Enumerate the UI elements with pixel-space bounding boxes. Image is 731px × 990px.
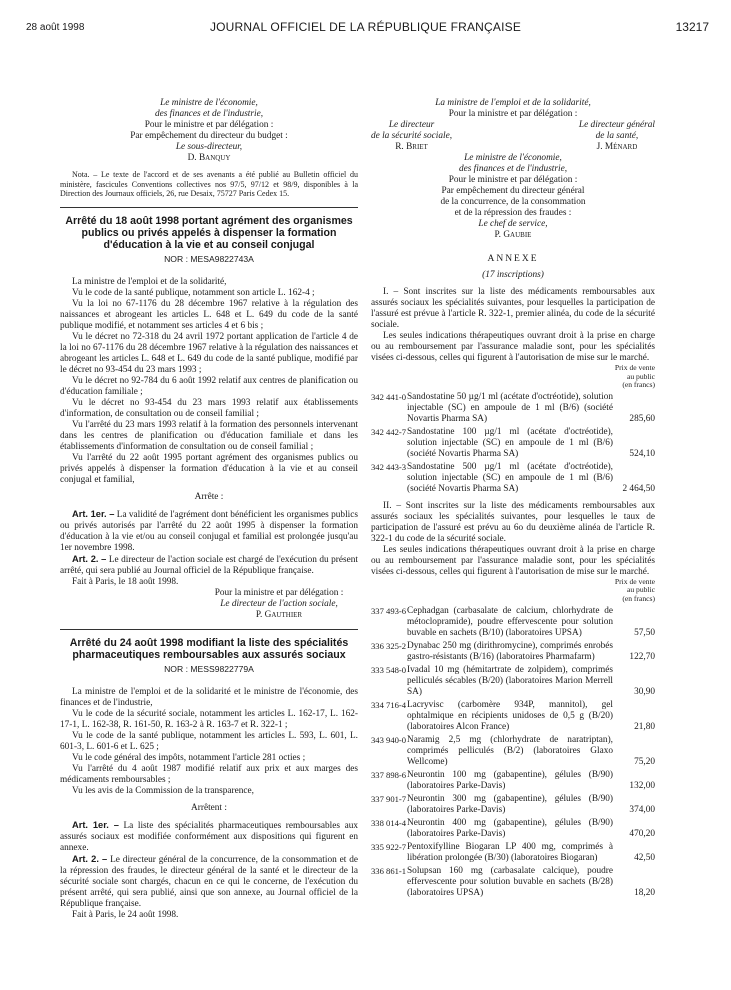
sig-line: de la santé, [595, 131, 639, 141]
sig-line: de la sécurité sociale, [371, 131, 453, 141]
arrete-heading: Arrêtent : [191, 802, 227, 813]
medicine-description: Dynabac 250 mg (dirithromycine), comprimés enrobés gastro-résistants (B/16) (laboratoires Pharmafarm) [407, 640, 613, 662]
medicine-item [371, 818, 655, 840]
price-header-line: au public [626, 371, 655, 381]
medicine-item [371, 392, 655, 425]
paragraph: Vu l'arrêté du 4 août 1987 modifié relatif aux prix et aux marges des médicaments remboursables ; [60, 763, 358, 785]
medicine-item [371, 700, 655, 733]
arrete-heading: Arrête : [194, 491, 224, 502]
paragraph: Vu le code général des impôts, notamment l'article 281 octies ; [72, 752, 306, 763]
medicine-price: 57,50 [634, 627, 655, 638]
sig-line: des finances et de l'industrie, [458, 164, 568, 174]
arrete-24-aout [60, 637, 358, 921]
sig-line: Le sous-directeur, [175, 142, 243, 152]
signature-block-action-sociale [200, 588, 358, 621]
fait-a-paris: Fait à Paris, le 24 août 1998. [72, 909, 179, 920]
article-label: Art. 1er. – [72, 819, 119, 830]
sig-name: P. Gauthier [255, 609, 303, 620]
medicine-price: 374,00 [629, 804, 655, 815]
article-label: Art. 1er. – [72, 508, 115, 519]
sig-line: Le ministre de l'économie, [160, 98, 258, 108]
article-text: Le directeur général de la concurrence, de la consommation et de la répression des fraudes, le directeur général de la santé et le directeur de la sécurité sociale sont chargés, chacun en ce qui le concerne, de l'exécution du présent arrêté, qui sera publié, ainsi que son annexe, au Journal officiel de la République française. [60, 854, 359, 909]
medicine-code: 334 716-4 [371, 699, 407, 710]
price-column-header [371, 578, 655, 604]
sig-line: Par empêchement du directeur du budget : [130, 131, 288, 141]
medicine-code: 343 940-0 [371, 734, 407, 745]
medicine-description: Sandostatine 500 µg/1 ml (acétate d'octréotide), solution injectable (SC) en ampoule de 1 ml (B/6) (société Novartis Pharma SA) [407, 461, 613, 494]
signature-sante [579, 120, 655, 153]
article-label: Art. 2. – [72, 553, 107, 564]
nota-paragraph: Nota. – Le texte de l'accord et de ses avenants a été publié au Bulletin officiel du ministère, fascicules Conventions collectives nos 97/5, 97/12 et 98/9, disponibles à la Direction des Journaux officiels, 26, rue Desaix, 75727 Paris Cedex 15. [60, 170, 358, 198]
medicine-description: Sandostatine 100 µg/1 ml (acétate d'octréotide), solution injectable (SC) en ampoule de 1 ml (B/6) (société Novartis Pharma SA) [407, 426, 613, 459]
page-number: 13217 [675, 20, 709, 34]
paragraph: La ministre de l'emploi et de la solidarité et le ministre de l'économie, des finances et de l'industrie, [60, 686, 358, 708]
paragraph: Vu l'arrêté du 23 mars 1993 relatif à la formation des personnels intervenant dans les centres de planification ou d'éducation familiale et dans les établissements d'information de consultation ou de conseil familial ; [60, 419, 358, 452]
medicine-item [371, 842, 655, 864]
medicine-code: 336 325-2 [371, 640, 407, 651]
article-text: Le directeur de l'action sociale est chargé de l'exécution du présent arrêté, qui sera publié au Journal officiel de la République française. [60, 554, 358, 576]
medicine-description: Neurontin 300 mg (gabapentine), gélules (B/90) (laboratoires Parke-Davis) [407, 793, 613, 815]
medicine-description: Naramig 2,5 mg (chlorhydrate de naratriptan), comprimés pelliculés (B/2) (laboratoires Glaxo Wellcome) [407, 734, 613, 767]
sig-line: Par empêchement du directeur général [441, 186, 585, 196]
medicine-description: Neurontin 400 mg (gabapentine), gélules (B/90) (laboratoires Parke-Davis) [407, 817, 613, 839]
price-header-line: (en francs) [622, 380, 655, 390]
medicine-price: 18,20 [634, 887, 655, 898]
arrete-title: Arrêté du 24 août 1998 modifiant la liste des spécialités pharmaceutiques remboursables aux assurés sociaux [69, 636, 349, 661]
divider [60, 629, 358, 630]
sig-line: des finances et de l'industrie, [154, 109, 264, 119]
medicine-price: 470,20 [629, 828, 655, 839]
medicine-item [371, 770, 655, 792]
medicine-description: Sandostatine 50 µg/1 ml (acétate d'octréotide), solution injectable (SC) en ampoule de 1 ml (B/6) (société Novartis Pharma SA) [407, 391, 613, 424]
paragraph: Vu les avis de la Commission de la transparence, [72, 785, 254, 796]
medicine-item [371, 735, 655, 768]
medicine-item [371, 606, 655, 639]
medicine-code: 337 901-7 [371, 793, 407, 804]
medicine-item [371, 427, 655, 460]
medicine-code: 342 442-7 [371, 426, 407, 437]
paragraph: Vu le code de la santé publique, notamment les articles L. 593, L. 601, L. 601-3, L. 601-6 et L. 625 ; [60, 730, 358, 752]
nor-reference: NOR : MESA9822743A [164, 253, 254, 264]
medicine-item [371, 794, 655, 816]
sig-name: R. Briet [395, 142, 428, 152]
sig-line: et de la répression des fraudes : [454, 208, 572, 218]
signature-block-budget [60, 98, 358, 164]
medicine-code: 342 441-0 [371, 391, 407, 402]
fait-a-paris: Fait à Paris, le 18 août 1998. [72, 576, 179, 587]
medicine-code: 337 898-6 [371, 769, 407, 780]
sig-line: Le directeur général [578, 120, 655, 130]
medicine-code: 333 548-0 [371, 664, 407, 675]
paragraph: Vu la loi no 67-1176 du 28 décembre 1967 relative à la régulation des naissances et abrogeant les articles L. 648 et L. 649 du code de la santé publique modifié, et notamment ses articles 4 et 6 bis ; [60, 298, 358, 331]
medicine-code: 342 443-3 [371, 461, 407, 472]
medicine-code: 336 861-1 [371, 865, 407, 876]
medicine-description: Pentoxifylline Biogaran LP 400 mg, comprimés à libération prolongée (B/30) (laboratoires Biogaran) [407, 841, 613, 863]
medicine-price: 285,60 [629, 413, 655, 424]
paragraph: Vu l'arrêté du 22 août 1995 portant agrément des organismes publics ou privés appelés à dispenser la formation d'éducation à la vie et au conseil conjugal et familial, [60, 452, 358, 485]
medicine-price: 30,90 [634, 686, 655, 697]
section-2-intro: II. – Sont inscrites sur la liste des médicaments remboursables aux assurés sociaux les spécialités suivantes, pour lesquelles le taux de participation de l'assuré est prévu au 6o du deuxième alinéa de l'article R. 322-1 du code de la sécurité sociale. [371, 500, 655, 544]
price-header-line: Prix de vente [614, 363, 655, 372]
paragraph: Vu le décret no 92-784 du 6 août 1992 relatif aux centres de planification ou d'éducation familiale ; [60, 375, 358, 397]
medicine-description: Cephadgan (carbasalate de calcium, chlorhydrate de métoclopramide), poudre effervescente pour solution buvable en sachets (B/10) (laboratoires UPSA) [407, 605, 613, 638]
medicine-code: 337 493-6 [371, 605, 407, 616]
medicine-code: 335 922-7 [371, 841, 407, 852]
article-2 [60, 554, 358, 577]
medicine-description: Solupsan 160 mg (carbasalate calcique), poudre effervescente pour solution buvable en sachets (B/28) (laboratoires UPSA) [407, 865, 613, 898]
sig-line: Pour la ministre et par délégation : [214, 587, 344, 598]
paragraph: La ministre de l'emploi et de la solidarité, [72, 276, 227, 287]
article-label: Art. 2. – [72, 853, 108, 864]
sig-line: Le directeur de l'action sociale, [220, 598, 338, 609]
medicine-code: 338 014-4 [371, 817, 407, 828]
medicine-description: Ivadal 10 mg (hémitartrate de zolpidem), comprimés pelliculés sécables (B/20) (laboratoires Marion Merrell SA) [407, 664, 613, 697]
arrete-title: Arrêté du 18 août 1998 portant agrément des organismes publics ou privés appelés à dispenser la formation d'éducation à la vie et au conseil conjugal [65, 214, 353, 251]
sig-line: Le chef de service, [478, 219, 548, 229]
article-text: La liste des spécialités pharmaceutiques remboursables aux assurés sociaux est modifiée conformément aux dispositions qui figurent en annexe. [60, 820, 358, 853]
medicine-list-2 [371, 606, 655, 899]
signature-block-ministre-emploi [371, 98, 655, 120]
article-2 [60, 854, 358, 910]
signature-row [371, 120, 655, 153]
sig-line: Le directeur [388, 120, 435, 130]
medicine-description: Lacryvisc (carbomère 934P, mannitol), gel ophtalmique en récipients unidoses de 0,5 g (B/20) (laboratoires Alcon France) [407, 699, 613, 732]
header-date: 28 août 1998 [26, 22, 85, 33]
sig-line: Pour la ministre et par délégation : [448, 109, 578, 119]
medicine-price: 132,00 [629, 780, 655, 791]
sig-line: de la concurrence, de la consommation [440, 197, 586, 207]
sig-line: Pour le ministre et par délégation : [144, 120, 274, 130]
medicine-price: 524,10 [629, 448, 655, 459]
sig-line: Pour le ministre et par délégation : [448, 175, 578, 185]
paragraph: Vu le décret no 93-454 du 23 mars 1993 relatif aux établissements d'information, de consultation ou de conseil familial ; [60, 397, 358, 419]
price-header-line: au public [626, 585, 655, 595]
arrete-18-aout [60, 215, 358, 621]
sig-name: D. Banquy [187, 153, 231, 163]
article-1 [60, 820, 358, 854]
journal-title: JOURNAL OFFICIEL DE LA RÉPUBLIQUE FRANÇAISE [209, 20, 522, 34]
signature-securite-sociale [371, 120, 452, 153]
price-column-header [371, 364, 655, 390]
article-1 [60, 509, 358, 554]
medicine-list-1 [371, 392, 655, 495]
price-header-line: (en francs) [622, 593, 655, 603]
signature-block-economie [371, 153, 655, 241]
left-column [60, 98, 358, 921]
medicine-price: 122,70 [629, 651, 655, 662]
medicine-price: 21,80 [634, 721, 655, 732]
paragraph: Vu le code de la sécurité sociale, notamment les articles L. 162-17, L. 162-17-1, L. 162-38, R. 161-50, R. 163-2 à R. 163-7 et R. 322-1 ; [60, 708, 358, 730]
sig-line: Le ministre de l'économie, [464, 153, 562, 163]
medicine-price: 42,50 [634, 852, 655, 863]
sig-name: P. Gaubie [494, 230, 532, 240]
annexe-heading: ANNEXE [487, 254, 539, 264]
medicine-item [371, 462, 655, 495]
medicine-price: 75,20 [634, 756, 655, 767]
sig-name: J. Ménard [596, 142, 638, 152]
paragraph: Vu le code de la santé publique, notamment son article L. 162-4 ; [72, 287, 315, 298]
nor-reference: NOR : MESS9822779A [164, 663, 254, 674]
medicine-price: 2 464,50 [622, 483, 655, 494]
right-column [371, 98, 655, 899]
medicine-description: Neurontin 100 mg (gabapentine), gélules (B/90) (laboratoires Parke-Davis) [407, 769, 613, 791]
sig-line: La ministre de l'emploi et de la solidarité, [435, 98, 591, 108]
section-1-intro: I. – Sont inscrites sur la liste des médicaments remboursables aux assurés sociaux les spécialités suivantes, pour lesquelles la participation de l'assuré est prévue à l'article R. 322-1, premier alinéa, du code de la sécurité sociale. [371, 287, 655, 330]
price-header-line: Prix de vente [614, 576, 655, 586]
medicine-item [371, 641, 655, 663]
inscriptions-count: (17 inscriptions) [482, 270, 544, 280]
divider [60, 207, 358, 208]
section-2-indications: Les seules indications thérapeutiques ouvrant droit à la prise en charge ou au remboursement par l'assurance maladie sont, pour les spécialités visées ci-dessous, celles qui figurent à l'autorisation de mise sur le marché. [371, 544, 655, 577]
paragraph: Vu le décret no 72-318 du 24 avril 1972 portant application de l'article 4 de la loi no 67-1176 du 28 décembre 1967 relative à la régulation des naissances et abrogeant les articles L. 648 et L. 649 du code de la santé publique, modifié par le décret no 93-454 du 23 mars 1993 ; [60, 331, 358, 375]
section-1-indications: Les seules indications thérapeutiques ouvrant droit à la prise en charge ou au remboursement par l'assurance maladie sont, pour les spécialités visées ci-dessous, celles qui figurent à l'autorisation de mise sur le marché. [371, 331, 655, 363]
medicine-item [371, 665, 655, 698]
article-text: La validité de l'agrément dont bénéficient les organismes publics ou privés autorisés par l'arrêté du 22 août 1995 à dispenser la formation d'éducation à la vie et/ou au conseil conjugal et familial est prolongée jusqu'au 1er novembre 1998. [60, 509, 358, 553]
medicine-item [371, 866, 655, 899]
